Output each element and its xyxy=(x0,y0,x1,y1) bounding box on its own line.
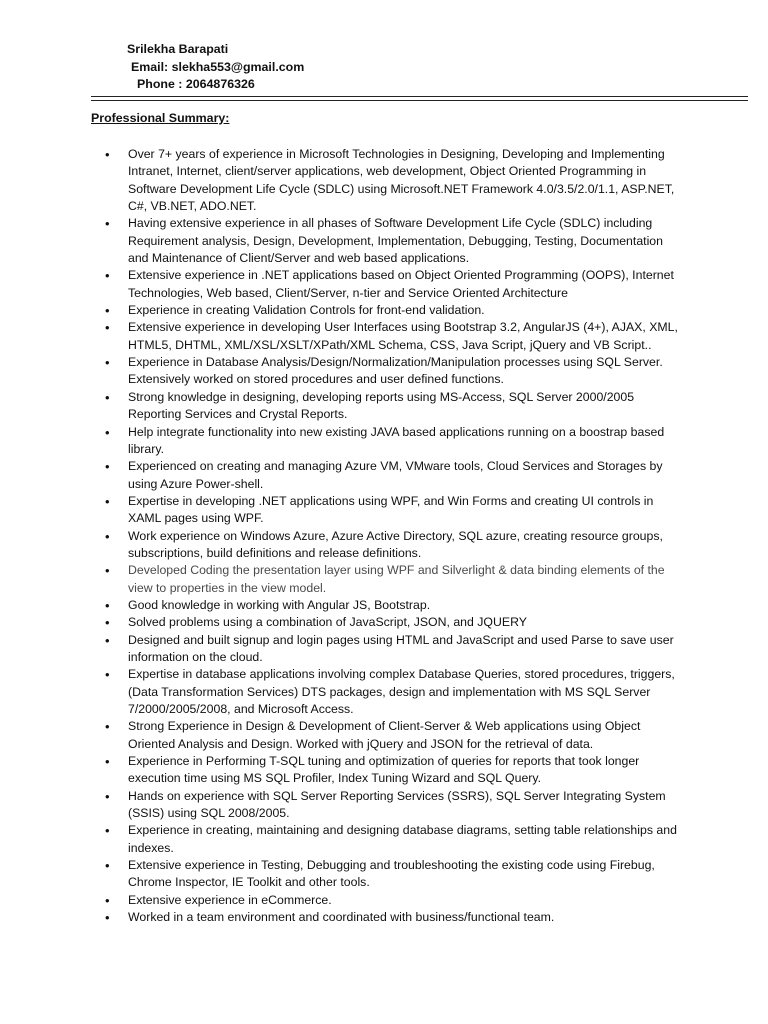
summary-list xyxy=(105,146,685,926)
summary-item xyxy=(105,892,685,909)
summary-item xyxy=(105,718,685,753)
summary-item-text: Extensive experience in eCommerce. xyxy=(128,892,332,907)
summary-item xyxy=(105,614,685,631)
bullet-icon: • xyxy=(105,320,110,336)
summary-item-text: Developed Coding the presentation layer using WPF and Silverlight & data binding elements of the view to properties in the view model. xyxy=(128,563,665,595)
summary-item xyxy=(105,562,685,597)
bullet-icon: • xyxy=(105,910,110,926)
summary-item-text: Work experience on Windows Azure, Azure Active Directory, SQL azure, creating resource groups, subscriptions, build definitions and release definitions. xyxy=(128,528,663,560)
bullet-icon: • xyxy=(105,424,110,440)
bullet-icon: • xyxy=(105,493,110,509)
summary-item xyxy=(105,493,685,528)
summary-item-text: Expertise in database applications involving complex Database Queries, stored procedures, triggers, (Data Transformation Services) DTS packages, design and implementation with MS SQL Server 7/2000/2005/2008, and Microsoft Access. xyxy=(128,667,675,716)
summary-item-text: Expertise in developing .NET applications using WPF, and Win Forms and creating UI controls in XAML pages using WPF. xyxy=(128,493,654,526)
summary-item xyxy=(105,788,685,823)
summary-item xyxy=(105,528,685,563)
summary-item xyxy=(105,666,685,718)
summary-item xyxy=(105,389,685,424)
summary-item-text: Extensive experience in .NET applications based on Object Oriented Programming (OOPS), Internet Technologies, Web based, Client/Server, n-tier and Service Oriented Architecture xyxy=(128,268,674,300)
bullet-icon: • xyxy=(105,268,110,284)
summary-item-text: Experience in Database Analysis/Design/Normalization/Manipulation processes using SQL Server. Extensively worked on stored procedures and user defined functions. xyxy=(128,355,663,387)
summary-item xyxy=(105,215,685,267)
bullet-icon: • xyxy=(105,667,110,683)
bullet-icon: • xyxy=(105,788,110,804)
summary-item-text: Having extensive experience in all phases of Software Development Life Cycle (SDLC) including Requirement analysis, Design, Development, Implementation, Debugging, Testing, Documentation and Maintenance of Client/Server and web based applications. xyxy=(128,216,663,266)
bullet-icon: • xyxy=(105,389,110,405)
bullet-icon: • xyxy=(105,459,110,475)
summary-item-text: Strong Experience in Design & Development of Client-Server & Web applications using Object Oriented Analysis and Design. Worked with jQuery and JSON for the retrieval of data. xyxy=(128,719,641,751)
summary-item xyxy=(105,909,685,926)
bullet-icon: • xyxy=(105,563,110,579)
summary-item-text: Extensive experience in Testing, Debugging and troubleshooting the existing code using Firebug, Chrome Inspector, IE Toolkit and other tools. xyxy=(128,858,655,890)
summary-item xyxy=(105,146,685,215)
bullet-icon: • xyxy=(105,147,110,162)
summary-item xyxy=(105,632,685,667)
summary-item xyxy=(105,319,685,354)
bullet-icon: • xyxy=(105,632,110,648)
summary-item-text: Solved problems using a combination of JavaScript, JSON, and JQUERY xyxy=(128,615,527,630)
bullet-icon: • xyxy=(105,858,110,874)
bullet-icon: • xyxy=(105,528,110,544)
bullet-icon: • xyxy=(105,719,110,735)
header-divider-thick xyxy=(91,100,748,101)
bullet-icon: • xyxy=(105,355,110,371)
summary-item-text: Experience in creating Validation Controls for front-end validation. xyxy=(128,303,485,318)
summary-item-text: Extensive experience in developing User Interfaces using Bootstrap 3.2, AngularJS (4+), AJAX, XML, HTML5, DHTML, XML/XSL/XSLT/XPath/XML Schema, CSS, Java Script, jQuery and VB Script.. xyxy=(128,320,678,352)
bullet-icon: • xyxy=(105,216,110,232)
contact-header xyxy=(127,41,304,94)
summary-item-text: Experienced on creating and managing Azure VM, VMware tools, Cloud Services and Storages by using Azure Power-shell. xyxy=(128,459,663,491)
summary-item xyxy=(105,753,685,788)
summary-item-text: Strong knowledge in designing, developing reports using MS-Access, SQL Server 2000/2005 Reporting Services and Crystal Reports. xyxy=(128,389,635,422)
bullet-icon: • xyxy=(105,615,110,631)
summary-item xyxy=(105,857,685,892)
summary-item-text: Over 7+ years of experience in Microsoft Technologies in Designing, Developing and Implementing Intranet, Internet, client/server applications, web development, Object Oriented Programming in Software Development Life Cycle (SDLC) using Microsoft.NET Framework 4.0/3.5/2.0/1.1, ASP.NET, C#, VB.NET, ADO.NET. xyxy=(128,147,675,214)
bullet-icon: • xyxy=(105,892,110,908)
summary-item-text: Experience in creating, maintaining and designing database diagrams, setting table relationships and indexes. xyxy=(128,823,677,855)
summary-item xyxy=(105,458,685,493)
summary-item xyxy=(105,267,685,302)
summary-item xyxy=(105,424,685,459)
bullet-icon: • xyxy=(105,303,110,319)
header-divider-thin xyxy=(91,96,748,97)
summary-item-text: Good knowledge in working with Angular JS, Bootstrap. xyxy=(128,597,431,612)
summary-item xyxy=(105,354,685,389)
summary-item-text: Designed and built signup and login pages using HTML and JavaScript and used Parse to save user information on the cloud. xyxy=(128,632,674,664)
bullet-icon: • xyxy=(105,597,110,613)
summary-item-text: Worked in a team environment and coordinated with business/functional team. xyxy=(128,910,555,925)
bullet-icon: • xyxy=(105,754,110,770)
summary-item xyxy=(105,822,685,857)
summary-item-text: Help integrate functionality into new existing JAVA based applications running on a boostrap based library. xyxy=(128,424,665,456)
summary-item xyxy=(105,302,685,319)
summary-item xyxy=(105,597,685,614)
section-title-professional-summary: Professional Summary: xyxy=(91,111,230,125)
summary-item-text: Hands on experience with SQL Server Reporting Services (SSRS), SQL Server Integrating System (SSIS) using SQL 2008/2005. xyxy=(128,788,666,821)
candidate-name: Srilekha Barapati xyxy=(127,42,229,56)
candidate-email: Email: slekha553@gmail.com xyxy=(131,59,305,74)
bullet-icon: • xyxy=(105,823,110,839)
candidate-phone: Phone : 2064876326 xyxy=(137,77,255,91)
summary-item-text: Experience in Performing T-SQL tuning and optimization of queries for reports that took longer execution time using MS SQL Profiler, Index Tuning Wizard and SQL Query. xyxy=(128,754,640,786)
